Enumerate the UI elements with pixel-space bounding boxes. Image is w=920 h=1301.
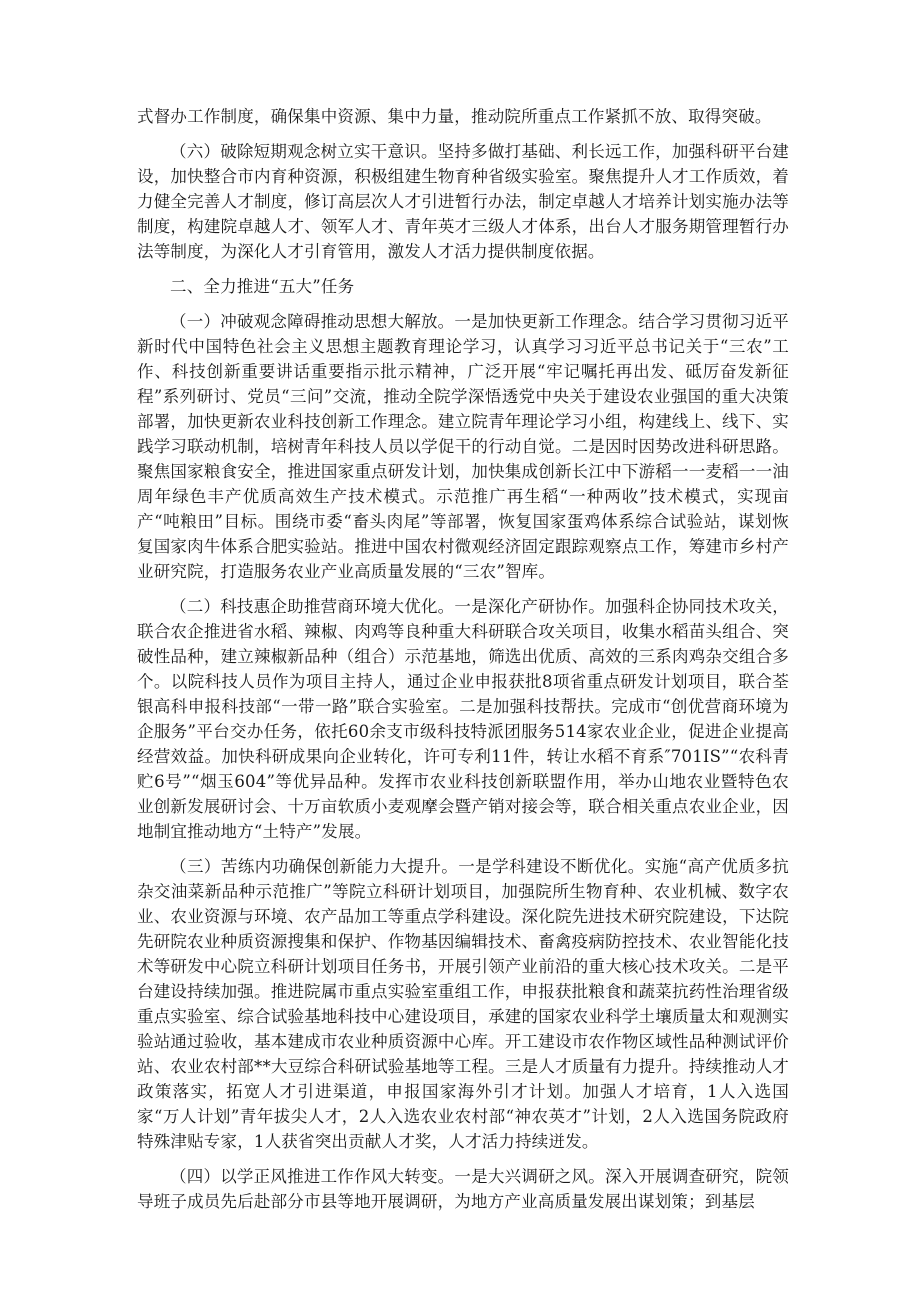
paragraph-item-2: （二）科技惠企助推营商环境大优化。一是深化产研协作。加强科企协同技术攻关，联合农企推进省水稻、辣椒、肉鸡等良种重大科研联合攻关项目，收集水稻苗头组合、突破性品种，建立辣椒新品种（组合）示范基地，筛选出优质、高效的三系肉鸡杂交组合多个。以院科技人员作为项目主持人，通过企业申报获批8项省重点研发计划项目，联合荃银高科申报科技部“一带一路”联合实验室。二是加强科技帮扶。完成市“创优营商环境为企服务”平台交办任务，依托60余支市级科技特派团服务514家农业企业，促进企业提高经营效益。加快科研成果向企业转化，许可专利11件，转让水稻不育系″701IS”“农科青贮6号”“烟玉604”等优异品种。发挥市农业科技创新联盟作用，举办山地农业暨特色农业创新发展研讨会、十万亩软质小麦观摩会暨产销对接会等，联合相关重点农业企业，因地制宜推动地方“土特产”发展。 — [137, 597, 789, 841]
paragraph-item-1: （一）冲破观念障碍推动思想大解放。一是加快更新工作理念。结合学习贯彻习近平新时代中国特色社会主义思想主题教育理论学习，认真学习习近平总书记关于“三农”工作、科技创新重要讲话重要指示批示精神，广泛开展“牢记嘱托再出发、砥厉奋发新征程”系列研讨、党员“三问”交流，推动全院学深悟透党中央关于建设农业强国的重大决策部署，加快更新农业科技创新工作理念。建立院青年理论学习小组，构建线上、线下、实践学习联动机制，培树青年科技人员以学促干的行动自觉。二是因时因势改进科研思路。聚焦国家粮食安全，推进国家重点研发计划，加快集成创新长江中下游稻一一麦稻一一油周年绿色丰产优质高效生产技术模式。示范推广再生稻“一种两收”技术模式，实现亩产“吨粮田”目标。围绕市委“畜头肉尾”等部署，恢复国家蛋鸡体系综合试验站，谋划恢复国家肉牛体系合肥实验站。推进中国农村微观经济固定跟踪观察点工作，筹建市乡村产业研究院，打造服务农业产业高质量发展的“三农”智库。 — [137, 312, 789, 581]
paragraph-section-6: （六）破除短期观念树立实干意识。坚持多做打基础、利长远工作，加强科研平台建设，加快整合市内育种资源，积极组建生物育种省级实验室。聚焦提升人才工作质效，着力健全完善人才制度，修订高层次人才引进暂行办法，制定卓越人才培养计划实施办法等制度，构建院卓越人才、领军人才、青年英才三级人才体系，出台人才服务期管理暂行办法等制度，为深化人才引育管用，激发人才活力提供制度依据。 — [137, 142, 789, 261]
document-page — [137, 104, 789, 1224]
section-heading-2: 二、全力推进“五大”任务 — [170, 277, 355, 296]
paragraph-continuation: 式督办工作制度，确保集中资源、集中力量，推动院所重点工作紧抓不放、取得突破。 — [137, 107, 772, 126]
paragraph-item-3: （三）苦练内功确保创新能力大提升。一是学科建设不断优化。实施“高产优质多抗杂交油菜新品种示范推广”等院立科研计划项目，加强院所生物育种、农业机械、数字农业、农业资源与环境、农产品加工等重点学科建设。深化院先进技术研究院建设，下达院先研院农业种质资源搜集和保护、作物基因编辑技术、畜禽疫病防控技术、农业智能化技术等研发中心院立科研计划项目任务书，开展引领产业前沿的重大核心技术攻关。二是平台建设持续加强。推进院属市重点实验室重组工作，申报获批粮食和蔬菜抗药性治理省级重点实验室、综合试验基地科技中心建设项目，承建的国家农业科学土壤质量太和观测实验站通过验收，基本建成市农业种质资源中心库。开工建设市农作物区域性品种测试评价站、农业农村部**大豆综合科研试验基地等工程。三是人才质量有力提升。持续推动人才政策落实，拓宽人才引进渠道，申报国家海外引才计划。加强人才培育，1人入选国家“万人计划”青年拔尖人才，2人入选农业农村部“神农英才”计划，2人入选国务院政府特殊津贴专家，1人获省突出贡献人才奖，人才活力持续迸发。 — [137, 857, 789, 1151]
paragraph-item-4: （四）以学正风推进工作作风大转变。一是大兴调研之风。深入开展调查研究，院领导班子成员先后赴部分市县等地开展调研，为地方产业高质量发展出谋划策；到基层 — [137, 1167, 789, 1211]
